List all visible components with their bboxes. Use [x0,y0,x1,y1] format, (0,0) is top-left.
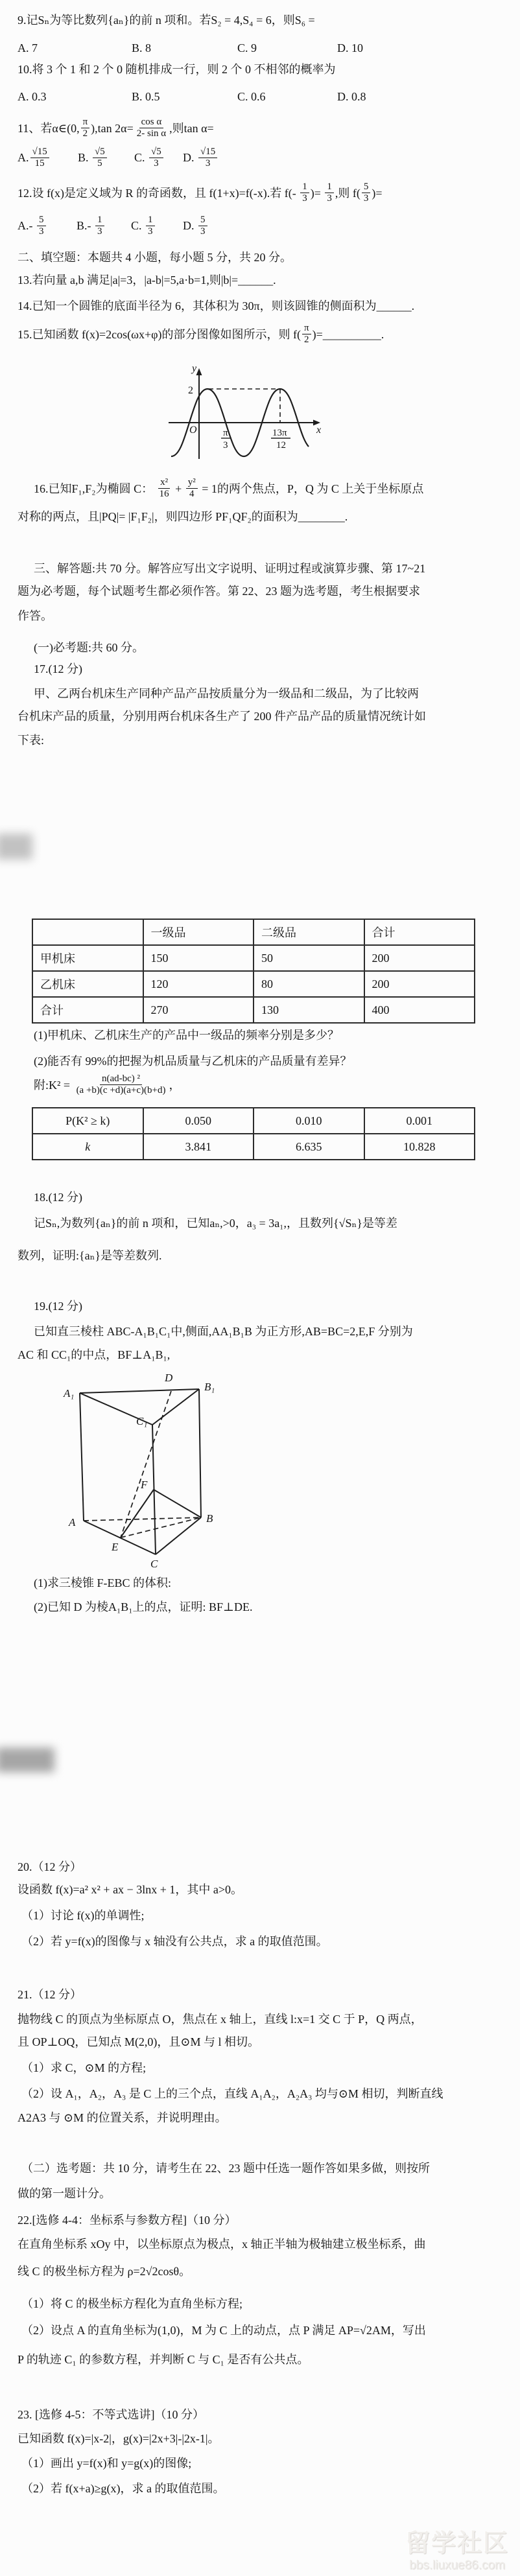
col-second-grade: 二级品 [254,919,364,945]
q12-options [0,215,520,242]
q9-options [0,41,520,58]
q10-option-a: A. 0.3 [18,90,47,103]
q21-body-line1: 抛物线 C 的顶点为坐标原点 O，焦点在 x 轴上，直线 l:x=1 交 C 于 P，Q 两点， [18,2013,423,2026]
vertex-label-C: C [150,1558,158,1570]
q23-sub2: （2）若 f(x+a)≥g(x)，求 a 的取值范围。 [21,2482,225,2495]
q15-stem: 15.已知函数 f(x)=2cos(ωx+φ)的部分图像如图所示，则 f( $\frac{\pi}{2}$ )=__________. [18,323,384,345]
vertex-label-E: E [112,1541,119,1553]
q23-head: 23. [选修 4-5：不等式选讲]（10 分） [18,2408,204,2421]
q23-sub1: （1）画出 y=f(x)和 y=g(x)的图像; [21,2457,192,2470]
q12-option-c: C. $\frac{1}{3}$ [131,215,156,238]
part1-title: (一)必考题:共 60 分。 [34,641,144,654]
q10-options [0,90,520,107]
section3-line1: 三、解答题:共 70 分。解答应写出文字说明、证明过程或演算步骤、第 17~21 [34,562,426,575]
q11-option-a: A. $\frac{√15}{15}$ [18,146,51,170]
q13-stem: 13.若向量 a,b 满足|a|=3，|a-b|=5,a·b=1,则|b|=______. [18,274,276,287]
q17-data-table [32,919,475,1024]
q20-sub1: （1）讨论 f(x)的单调性; [21,1909,145,1922]
q11-stem: 11、若α∈(0, $\frac{\pi}{2}$ ),tan 2α= $\frac{\text{cos α}}{\text{2- sin α}}$ ,则tan α= [18,117,214,139]
vertex-label-A: A [69,1516,76,1528]
col-first-grade: 一级品 [143,919,254,945]
section2-title: 二、填空题：本题共 4 小题，每小题 5 分，共 20 分。 [18,251,292,264]
q17-body-line2: 台机床产品的质量，分别用两台机床各生产了 200 件产品产品的质量情况统计如 [18,710,426,723]
q11-option-b: B. $\frac{√5}{5}$ [78,146,108,170]
q10-option-c: C. 0.6 [237,90,266,103]
q16-stem-line2: 对称的两点，且|PQ|= |F₁F₂|，则四边形 PF₁QF₂的面积为________. [18,510,348,523]
figure1-peak-value: 2 [188,385,193,396]
q19-prism-figure [56,1369,223,1571]
q21-body-line2: 且 OP⊥OQ，已知点 M(2,0)，且⊙M 与 l 相切。 [18,2035,260,2048]
q18-head: 18.(12 分) [34,1191,82,1204]
q14-stem: 14.已知一个圆锥的底面半径为 6，其体积为 30π，则该圆锥的侧面积为______. [18,299,415,312]
q20-head: 20.（12 分） [18,1860,82,1873]
q9-stem: 9.记Sₙ为等比数列{aₙ}的前 n 项和。若S₂ = 4,S₄ = 6，则S₆ = [18,14,315,27]
q17-body-line1: 甲、乙两台机床生产同种产品产品按质量分为一级品和二级品，为了比较两 [34,687,419,700]
q20-sub2: （2）若 y=f(x)的图像与 x 轴没有公共点，求 a 的取值范围。 [21,1935,328,1948]
figure1-x-label: x [316,425,322,436]
q19-sub1: (1)求三棱锥 F-EBC 的体积: [34,1576,172,1589]
q17-critical-value-table [32,1107,475,1160]
q17-sub2: (2)能否有 99%的把握为机品质量与乙机床的产品质量有差异？ [34,1055,352,1068]
q17-sub1: (1)甲机床、乙机床生产的产品中一级品的频率分别是多少？ [34,1029,339,1042]
figure1-tick2-num: 13π [272,428,287,438]
censored-watermark-1 [0,834,32,860]
vertex-label-F: F [141,1479,148,1491]
q21-sub2: （2）设 A₁，A₂，A₃ 是 C 上的三个点，直线 A₁A₂，A₂A₃ 均与⊙M 相切，判断直线 [21,2087,443,2100]
q22-sub2: （2）设点 A 的直角坐标为(1,0)，M 为 C 上的动点，点 P 满足 AP=√2AM，写出 [21,2324,426,2337]
q19-head: 19.(12 分) [34,1300,82,1313]
q12-option-a: A.- $\frac{5}{3}$ [18,215,47,238]
q20-body: 设函数 f(x)=a² x² + ax − 3lnx + 1，其中 a>0。 [18,1883,243,1896]
q19-sub2: (2)已知 D 为棱A₁B₁上的点，证明: BF⊥DE. [34,1600,253,1613]
vertex-label-B: B [206,1512,213,1525]
q21-body-line3: A2A3 与 ⊙M 的位置关系，并说明理由。 [18,2111,227,2124]
table-row [32,919,475,945]
vertex-label-B1: B₁ [204,1381,215,1393]
vertex-label-C1: C₁ [136,1415,148,1427]
q16-stem: 16.已知F₁,F₂为椭圆 C： $\frac{\text{x²}}{16}$ + $\frac{\text{y²}}{4}$ = 1的两个焦点，P，Q 为 C 上关于坐标原点 [34,477,424,500]
table-row: 乙机床 120 80 200 [32,971,475,997]
q9-option-a: A. 7 [18,41,38,54]
q11-option-c: C. $\frac{√5}{3}$ [134,146,165,170]
figure1-tick1-den: 3 [223,440,228,451]
q21-head: 21.（12 分） [18,1988,82,2001]
table-row: k 3.841 6.635 10.828 [32,1134,475,1160]
figure1-tick1-num: π [223,428,228,438]
q12-option-d: D. $\frac{5}{3}$ [183,215,209,238]
y-axis-arrow-icon [196,368,202,375]
q19-body-line2: AC 和 CC₁的中点，BF⊥A₁B₁, [18,1348,171,1361]
q10-option-d: D. 0.8 [337,90,366,103]
figure1-y-label: y [192,363,197,374]
q17-k2-formula: 附:K² = $\frac{\text{n(ad-bc) ²}}{(a +b)(c +d)(a+c)(b+d)}$ ， [34,1073,181,1096]
q15-cosine-figure [163,360,329,467]
q10-stem: 10.将 3 个 1 和 2 个 0 随机排成一行，则 2 个 0 不相邻的概率为 [18,63,336,76]
censored-watermark-2 [0,1748,54,1772]
q23-body: 已知函数 f(x)=|x-2|，g(x)=|2x+3|-|2x-1|。 [18,2432,220,2445]
q17-head: 17.(12 分) [34,662,82,675]
figure1-origin-label: O [189,425,197,436]
q22-body-line2: 线 C 的极坐标方程为 ρ=2√2cosθ。 [18,2265,191,2278]
table-row: 甲机床 150 50 200 [32,945,475,971]
q19-body-line1: 已知直三棱柱 ABC-A₁B₁C₁中,侧面,AA₁B₁B 为正方形,AB=BC=2,E,F 分别为 [34,1325,413,1338]
section3-line2: 题为必考题，每个试题考生都必须作答。第 22、23 题为选考题，考生根据要求 [18,585,420,598]
figure1-tick2-den: 12 [276,440,286,451]
hidden-line-DE [121,1391,171,1538]
q12-stem: 12.设 f(x)是定义域为 R 的奇函数，且 f(1+x)=f(-x).若 f(- $\frac{1}{3}$ )= $\frac{1}{3}$ ,则 f( $\frac{5}{3}$ )= [18,181,383,204]
q9-option-b: B. 8 [132,41,152,54]
q18-body-line2: 数列，证明:{aₙ}是等差数列. [18,1249,162,1262]
hidden-edge-AB [84,1517,201,1521]
q22-sub1: （1）将 C 的极坐标方程化为直角坐标方程; [21,2297,243,2310]
q12-option-b: B.- $\frac{1}{3}$ [77,215,106,238]
vertex-label-D: D [165,1372,173,1384]
q22-body-line1: 在直角坐标系 xOy 中，以坐标原点为极点，x 轴正半轴为极轴建立极坐标系，曲 [18,2238,426,2251]
q9-option-d: D. 10 [337,41,363,54]
q10-option-b: B. 0.5 [132,90,160,103]
vertex-label-A1: A₁ [64,1387,75,1399]
watermark-logo: 留学社区 [405,2530,509,2557]
table-row: P(K² ≥ k) 0.050 0.010 0.001 [32,1108,475,1134]
section3-line3: 作答。 [18,609,53,622]
q11-options [0,146,520,174]
q18-body-line1: 记Sₙ,为数列{aₙ}的前 n 项和，已知aₙ,>0，a₃ = 3a₁,，且数列{√Sₙ}是等差 [34,1217,397,1230]
watermark-url: bbs.liuxue86.com [409,2558,505,2572]
q21-sub1: （1）求 C，⊙M 的方程; [21,2061,147,2074]
col-total: 合计 [364,919,475,945]
q22-head: 22.[选修 4-4：坐标系与参数方程]（10 分） [18,2214,237,2227]
q11-option-d: D. $\frac{√15}{3}$ [183,146,219,170]
part2-line2: 做的第一题计分。 [18,2187,111,2200]
q17-body-line3: 下表: [18,734,45,747]
table-row: 合计 270 130 400 [32,997,475,1023]
q9-option-c: C. 9 [237,41,257,54]
site-watermark [397,2523,517,2573]
q22-body-line3: P 的轨迹 C₁ 的参数方程，并判断 C 与 C₁ 是否有公共点。 [18,2353,309,2366]
part2-line1: （二）选考题：共 10 分，请考生在 22、23 题中任选一题作答如果多做，则按所 [21,2162,430,2175]
